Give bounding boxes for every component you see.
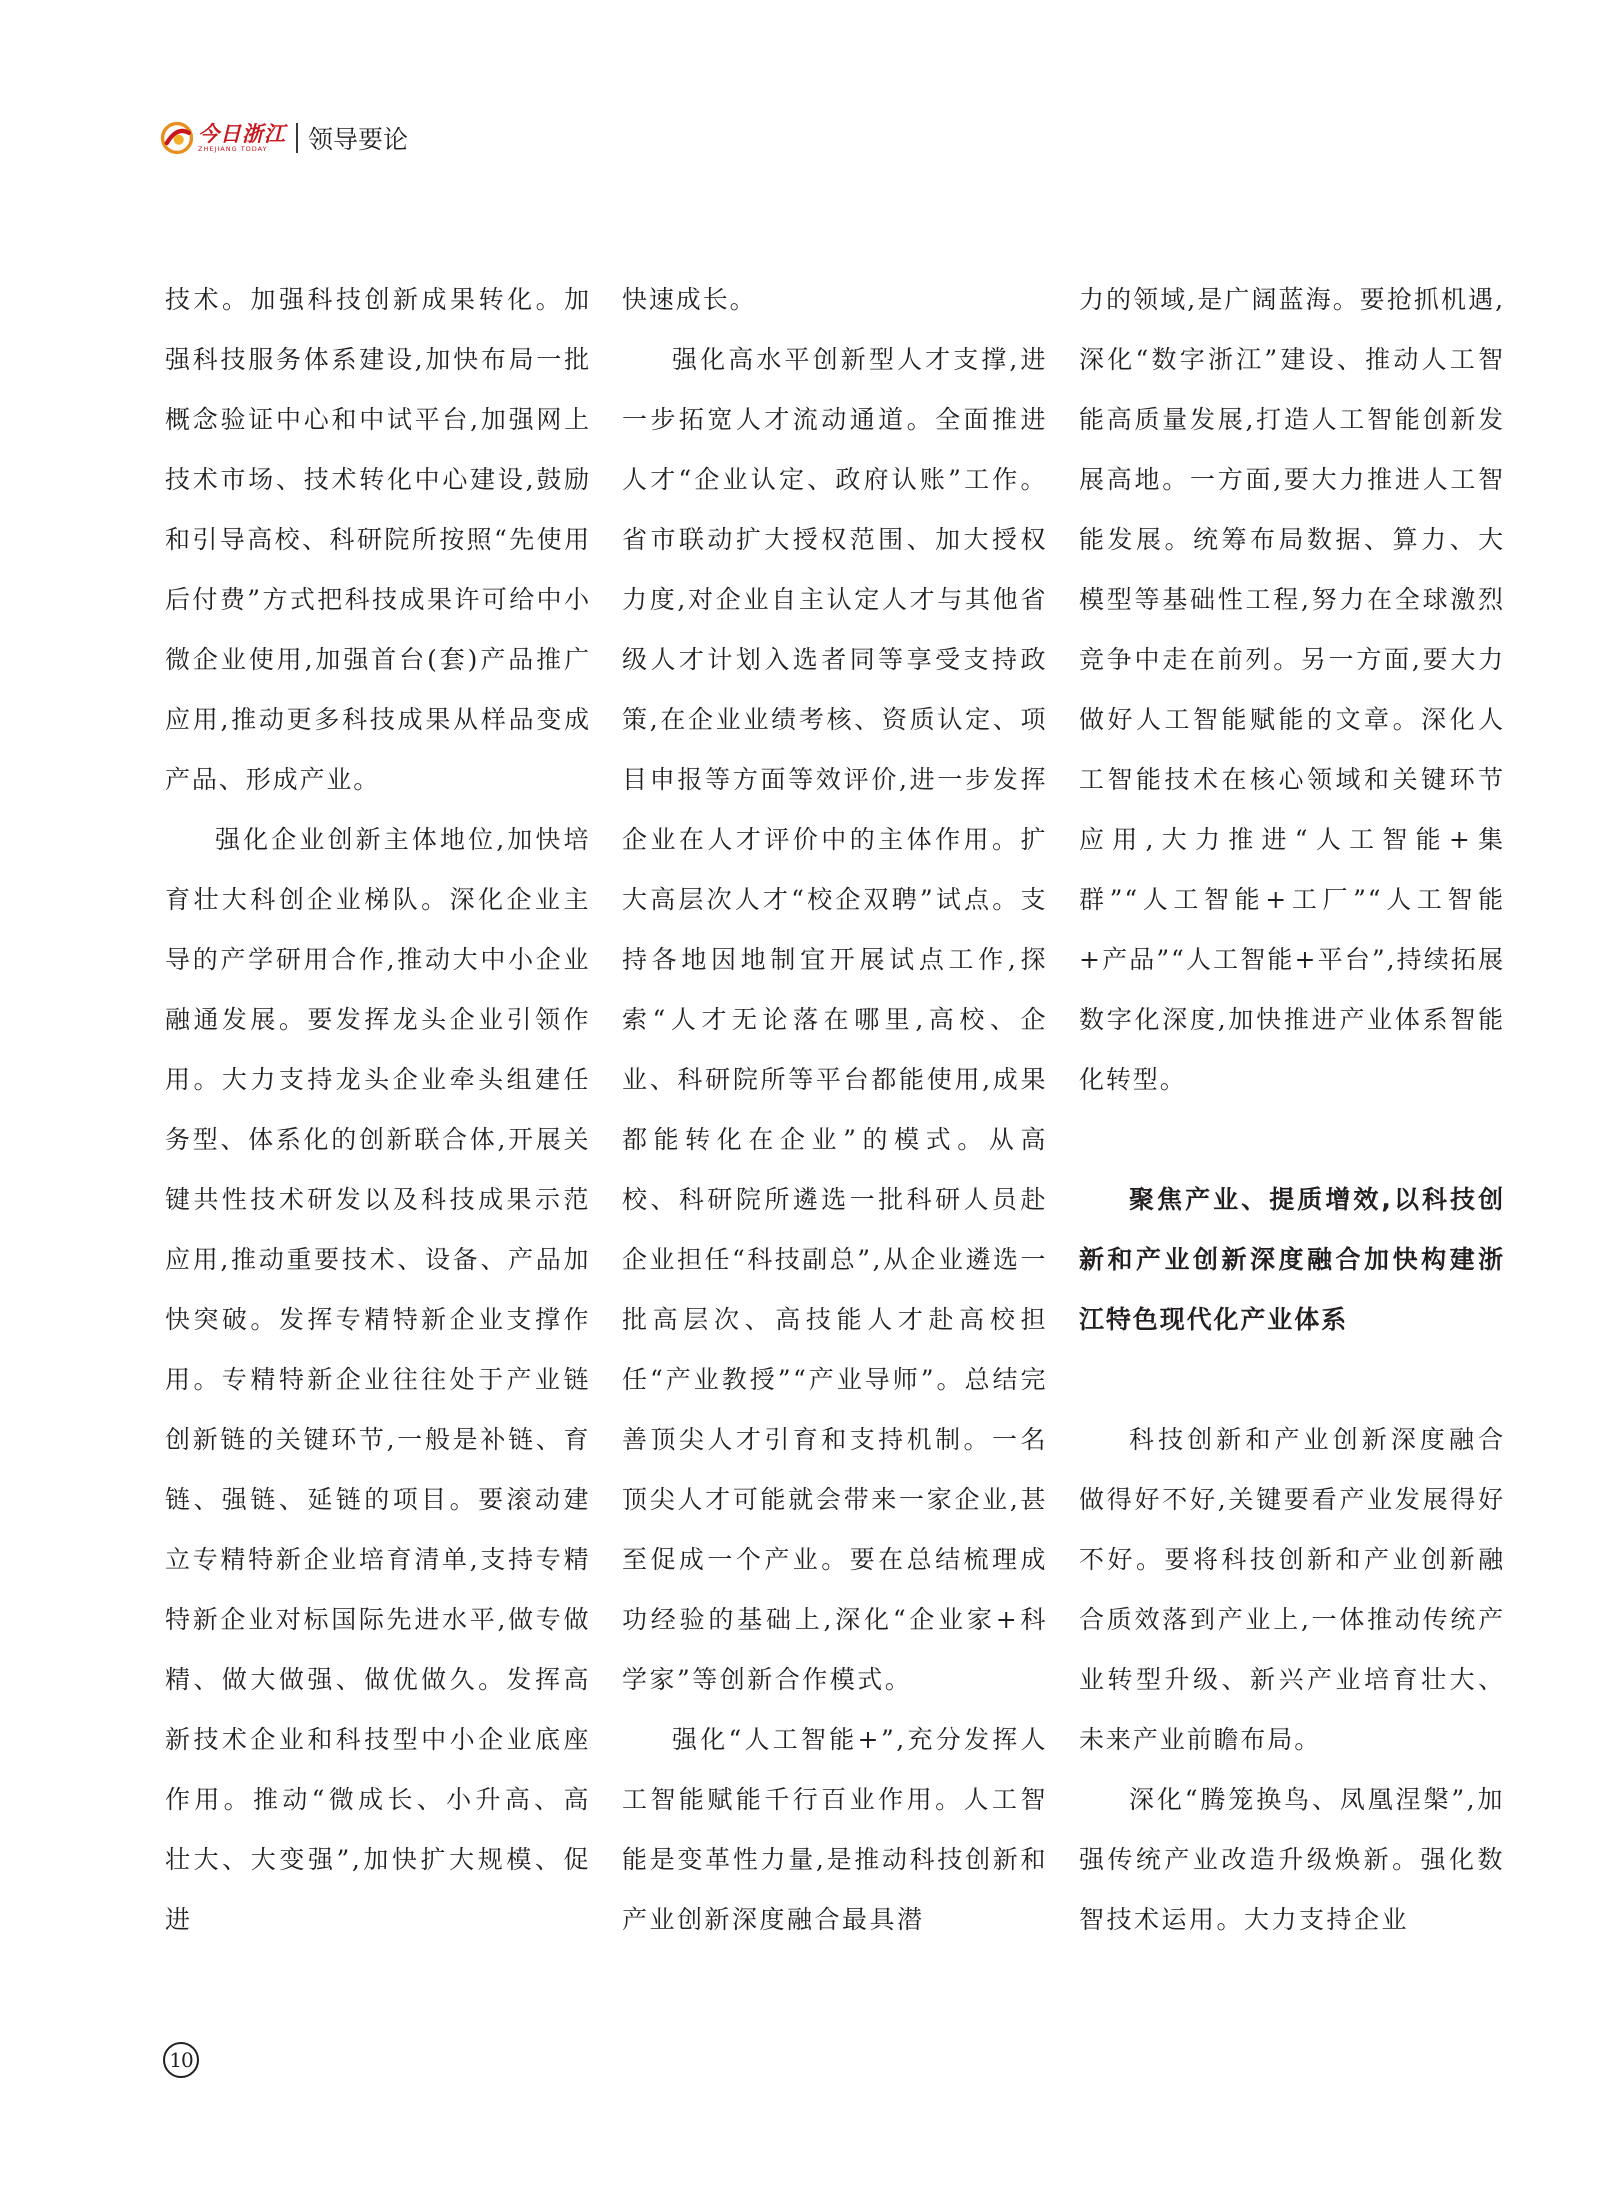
paragraph: 强化“人工智能+”,充分发挥人工智能赋能千行百业作用。人工智能是变革性力量,是推动科技创新和产业创新深度融合最具潜	[622, 1725, 1048, 1934]
text-column-1	[165, 270, 591, 1950]
paragraph: 快速成长。	[622, 285, 757, 314]
paragraph: 强化高水平创新型人才支撑,进一步拓宽人才流动通道。全面推进人才“企业认定、政府认账”工作。省市联动扩大授权范围、加大授权力度,对企业自主认定人才与其他省级人才计划入选者同等享受支持政策,在企业业绩考核、资质认定、项目申报等方面等效评价,进一步发挥企业在人才评价中的主体作用。扩大高层次人才“校企双聘”试点。支持各地因地制宜开展试点工作,探索“人才无论落在哪里,高校、企业、科研院所等平台都能使用,成果都能转化在企业”的模式。从高校、科研院所遴选一批科研人员赴企业担任“科技副总”,从企业遴选一批高层次、高技能人才赴高校担任“产业教授”“产业导师”。总结完善顶尖人才引育和支持机制。一名顶尖人才可能就会带来一家企业,甚至促成一个产业。要在总结梳理成功经验的基础上,深化“企业家+科学家”等创新合作模式。	[622, 345, 1049, 1694]
paragraph: 深化“腾笼换鸟、凤凰涅槃”,加强传统产业改造升级焕新。强化数智技术运用。大力支持企业	[1079, 1785, 1505, 1934]
text-column-3	[1079, 270, 1505, 1950]
page-header	[160, 118, 408, 158]
section-title: 领导要论	[308, 125, 409, 154]
paragraph: 强化企业创新主体地位,加快培育壮大科创企业梯队。深化企业主导的产学研用合作,推动大中小企业融通发展。要发挥龙头企业引领作用。大力支持龙头企业牵头组建任务型、体系化的创新联合体,开展关键共性技术研发以及科技成果示范应用,推动重要技术、设备、产品加快突破。发挥专精特新企业支撑作用。专精特新企业往往处于产业链创新链的关键环节,一般是补链、育链、强链、延链的项目。要滚动建立专精特新企业培育清单,支持专精特新企业对标国际先进水平,做专做精、做大做强、做优做久。发挥高新技术企业和科技型中小企业底座作用。推动“微成长、小升高、高壮大、大变强”,加快扩大规模、促进	[165, 825, 591, 1934]
sun-swirl-icon	[160, 121, 194, 155]
header-divider	[296, 123, 298, 153]
masthead-logo	[160, 121, 286, 155]
paragraph: 科技创新和产业创新深度融合做得好不好,关键要看产业发展得好不好。要将科技创新和产业创新融合质效落到产业上,一体推动传统产业转型升级、新兴产业培育壮大、未来产业前瞻布局。	[1079, 1425, 1505, 1754]
paragraph: 力的领域,是广阔蓝海。要抢抓机遇,深化“数字浙江”建设、推动人工智能高质量发展,打造人工智能创新发展高地。一方面,要大力推进人工智能发展。统筹布局数据、算力、大模型等基础性工程,努力在全球激烈竞争中走在前列。另一方面,要大力做好人工智能赋能的文章。深化人工智能技术在核心领域和关键环节应用,大力推进“人工智能+集群”“人工智能+工厂”“人工智能+产品”“人工智能+平台”,持续拓展数字化深度,加快推进产业体系智能化转型。	[1079, 285, 1505, 1094]
paragraph: 技术。加强科技创新成果转化。加强科技服务体系建设,加快布局一批概念验证中心和中试平台,加强网上技术市场、技术转化中心建设,鼓励和引导高校、科研院所按照“先使用后付费”方式把科技成果许可给中小微企业使用,加强首台(套)产品推广应用,推动更多科技成果从样品变成产品、形成产业。	[165, 285, 591, 794]
text-column-2	[622, 270, 1048, 1950]
page-number: 10	[163, 2042, 199, 2078]
section-subheading: 聚焦产业、提质增效,以科技创新和产业创新深度融合加快构建浙江特色现代化产业体系	[1079, 1185, 1505, 1334]
logo-subtitle: ZHEJIANG TODAY	[198, 145, 268, 154]
logo-title: 今日浙江	[198, 121, 286, 147]
